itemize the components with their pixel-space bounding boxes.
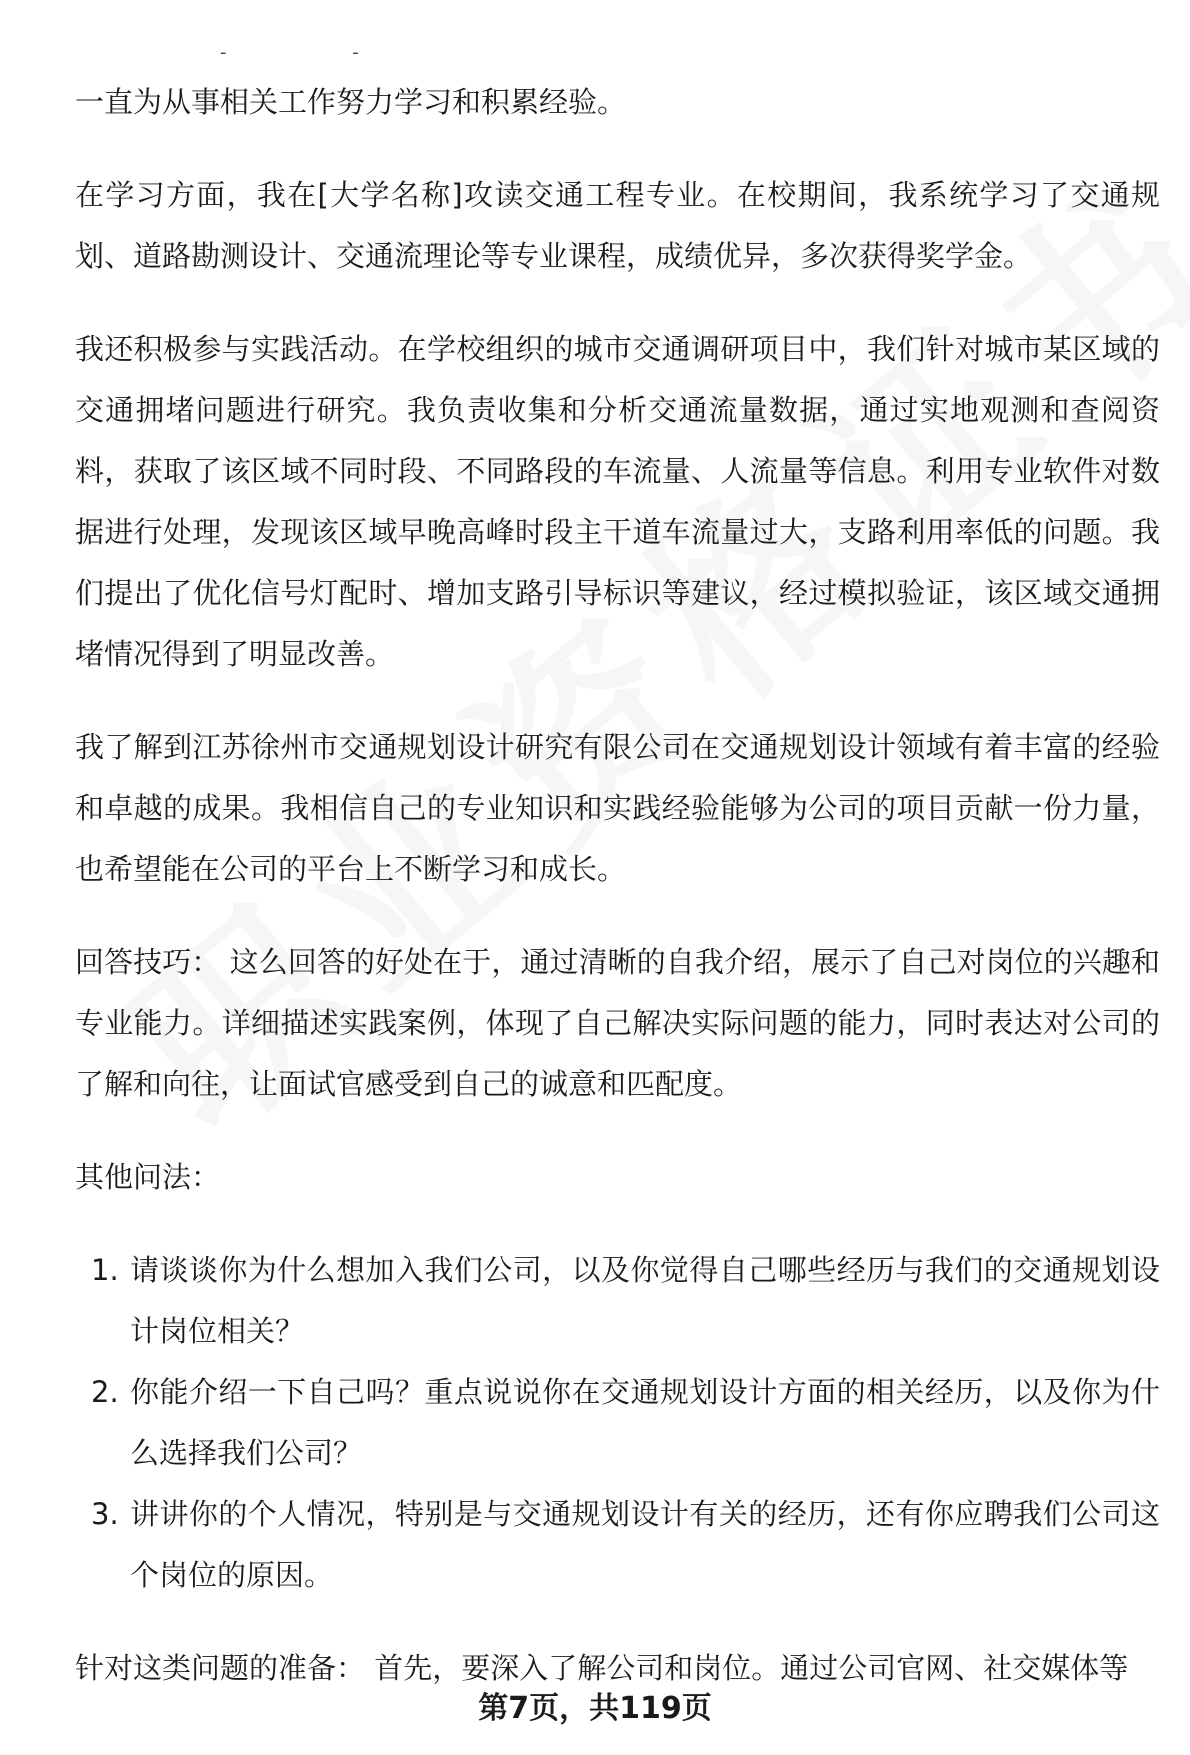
paragraph-practice: 我还积极参与实践活动。在学校组织的城市交通调研项目中，我们针对城市某区域的交通拥堵问题进行研究。我负责收集和分析交通流量数据，通过实地观测和查阅资料，获取了该区域不同时段、不同路段的车流量、人流量等信息。利用专业软件对数据进行处理，发现该区域早晚高峰时段主干道车流量过大，支路利用率低的问题。我们提出了优化信号灯配时、增加支路引导标识等建议，经过模拟验证，该区域交通拥堵情况得到了明显改善。 [75,332,1160,671]
paragraph-study: 在学习方面，我在[大学名称]攻读交通工程专业。在校期间，我系统学习了交通规划、道路勘测设计、交通流理论等专业课程，成绩优异，多次获得奖学金。 [75,178,1160,273]
paragraph-intro-continued: 一直为从事相关工作努力学习和积累经验。 [75,85,627,119]
document-body [75,72,1160,1731]
paragraph-answer-tips: 回答技巧： 这么回答的好处在于，通过清晰的自我介绍，展示了自己对岗位的兴趣和专业能力。详细描述实践案例，体现了自己解决实际问题的能力，同时表达对公司的了解和向往，让面试官感受到自己的诚意和匹配度。 [75,945,1160,1101]
list-item-text: 请谈谈你为什么想加入我们公司，以及你觉得自己哪些经历与我们的交通规划设计岗位相关？ [130,1253,1160,1348]
list-number: 2. [91,1375,119,1409]
paragraph-company: 我了解到江苏徐州市交通规划设计研究有限公司在交通规划设计领域有着丰富的经验和卓越的成果。我相信自己的专业知识和实践经验能够为公司的项目贡献一份力量，也希望能在公司的平台上不断学习和成长。 [75,730,1160,886]
paragraph-preparation: 针对这类问题的准备： 首先，要深入了解公司和岗位。通过公司官网、社交媒体等 [75,1651,1129,1685]
page-number-footer: 第7页，共119页 [478,1691,712,1726]
other-questions-list [75,1240,1160,1606]
list-number: 1. [91,1253,119,1287]
list-item-text: 你能介绍一下自己吗？重点说说你在交通规划设计方面的相关经历，以及你为什么选择我们公司？ [130,1375,1160,1470]
list-item [75,1362,1160,1484]
cutoff-text-marks: - - [220,42,419,63]
list-item-text: 讲讲你的个人情况，特别是与交通规划设计有关的经历，还有你应聘我们公司这个岗位的原因。 [130,1497,1160,1592]
other-questions-heading: 其他问法： [75,1160,221,1194]
list-item [75,1484,1160,1606]
list-number: 3. [91,1497,119,1531]
list-item [75,1240,1160,1362]
